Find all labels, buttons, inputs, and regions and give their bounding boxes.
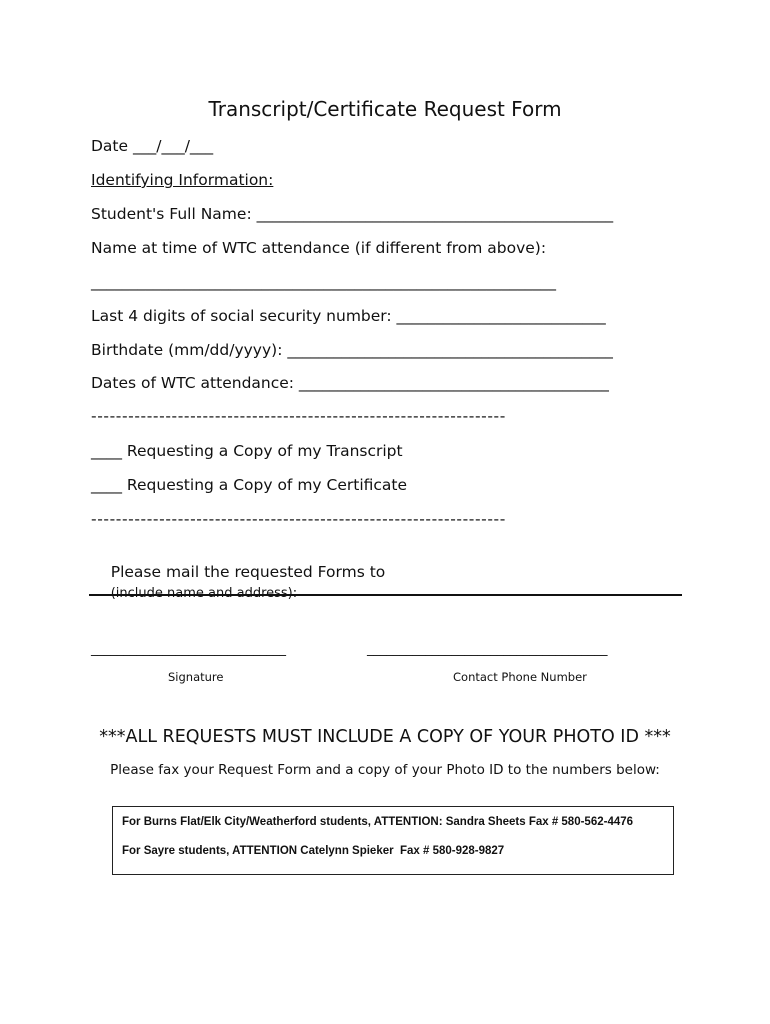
fax-line-burns-flat: For Burns Flat/Elk City/Weatherford students, ATTENTION: Sandra Sheets Fax # 580-562-4476: [122, 816, 634, 828]
student-full-name-field[interactable]: Student's Full Name: ______________________________________________: [91, 205, 614, 223]
attendance-dates-field[interactable]: Dates of WTC attendance: ________________________________________: [91, 374, 609, 392]
separator-line: -------------------------------------------------------------------: [91, 510, 506, 528]
fax-line-sayre: For Sayre students, ATTENTION Catelynn Spieker Fax # 580-928-9827: [122, 845, 505, 857]
birthdate-field[interactable]: Birthdate (mm/dd/yyyy): __________________________________________: [91, 341, 613, 359]
ssn-last4-field[interactable]: Last 4 digits of social security number: ___________________________: [91, 307, 606, 325]
signature-field[interactable]: ______________________________: [91, 642, 286, 657]
phone-field[interactable]: _____________________________________: [367, 642, 608, 657]
form-title: Transcript/Certificate Request Form: [208, 97, 562, 121]
photo-id-notice: ***ALL REQUESTS MUST INCLUDE A COPY OF YOUR PHOTO ID ***: [99, 727, 671, 747]
fax-instructions: Please fax your Request Form and a copy of your Photo ID to the numbers below:: [110, 762, 660, 778]
name-at-attendance-field[interactable]: ____________________________________________________________: [91, 273, 556, 291]
mail-address-label: [91, 542, 385, 624]
mail-address-field[interactable]: [89, 594, 682, 596]
separator-line: -------------------------------------------------------------------: [91, 407, 506, 425]
name-at-attendance-label: Name at time of WTC attendance (if different from above):: [91, 239, 547, 257]
fax-info-box: [112, 806, 674, 875]
section-heading: Identifying Information:: [91, 171, 274, 189]
request-certificate-checkbox[interactable]: ____ Requesting a Copy of my Certificate: [91, 476, 408, 494]
request-transcript-checkbox[interactable]: ____ Requesting a Copy of my Transcript: [91, 442, 403, 460]
phone-caption: Contact Phone Number: [453, 670, 587, 684]
signature-caption: Signature: [168, 670, 224, 684]
mail-label-text: Please mail the requested Forms to: [110, 563, 386, 581]
date-field[interactable]: Date ___/___/___: [91, 137, 214, 155]
